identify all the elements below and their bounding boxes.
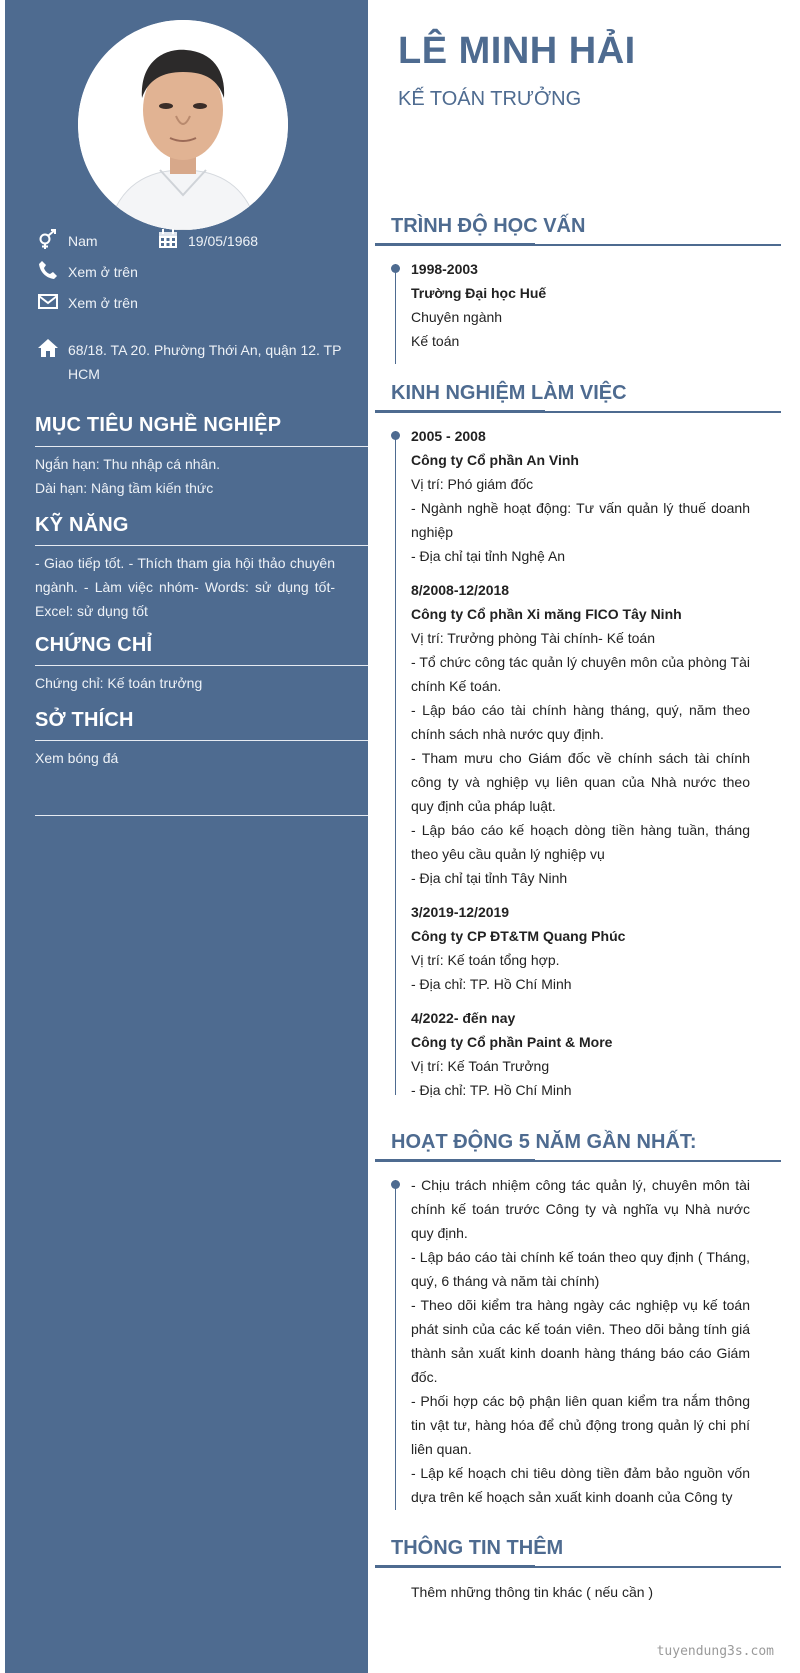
more-info-divider [375,1566,781,1568]
experience-heading: KINH NGHIỆM LÀM VIỆC [391,382,627,404]
candidate-title: KẾ TOÁN TRƯỞNG [398,88,582,110]
gender-icon [38,229,58,249]
job-company: Công ty Cổ phần Paint & More [411,1034,613,1050]
gender-text: Nam [68,233,98,249]
hobbies-divider [35,740,368,741]
candidate-name: LÊ MINH HẢI [398,30,636,72]
hobbies-heading: SỞ THÍCH [35,709,134,731]
job-company: Công ty CP ĐT&TM Quang Phúc [411,928,626,944]
timeline-dot [391,1180,400,1189]
activity-line: - Theo dõi kiểm tra hàng ngày các nghiệp vụ kế toán phát sinh của các kế toán viên. Theo dõi bảng tính giá thành sản xuất kinh doanh hàng tháng báo cáo Giám đốc. [411,1297,750,1385]
job-period: 3/2019-12/2019 [411,904,510,920]
objective-heading: MỤC TIÊU NGHỀ NGHIỆP [35,414,282,436]
job-line: - Tổ chức công tác quản lý chuyên môn của phòng Tài chính Kế toán. [411,654,750,694]
objective-body [35,452,335,500]
skills-text: - Giao tiếp tốt. - Thích tham gia hội thảo chuyên ngành. - Làm việc nhóm- Words: sử dụng tốt- Excel: sử dụng tốt [35,555,335,619]
job-line: - Lập báo cáo tài chính hàng tháng, quý, năm theo chính sách nhà nước quy định. [411,702,750,742]
job-line: - Địa chỉ: TP. Hồ Chí Minh [411,976,572,992]
activities-timeline [395,1180,396,1510]
more-info-text: Thêm những thông tin khác ( nếu cần ) [411,1584,654,1600]
objective-divider [35,446,368,447]
avatar [78,20,288,230]
certificates-heading: CHỨNG CHỈ [35,634,153,656]
education-major: Kế toán [411,333,460,349]
certificates-text: Chứng chỉ: Kế toán trưởng [35,675,203,691]
email-text: Xem ở trên [68,295,138,311]
phone-text: Xem ở trên [68,264,138,280]
sidebar-bottom-divider [35,815,368,816]
email-row [38,291,138,315]
timeline-dot [391,431,400,440]
calendar-icon [158,229,178,249]
job-period: 8/2008-12/2018 [411,582,510,598]
hobbies-text: Xem bóng đá [35,750,119,766]
home-icon [38,338,58,358]
more-info-heading: THÔNG TIN THÊM [391,1537,564,1559]
education-heading: TRÌNH ĐỘ HỌC VẤN [391,215,586,237]
education-timeline [395,264,396,364]
activity-line: - Chịu trách nhiệm công tác quản lý, chuyên môn tài chính kế toán trước Công ty và nghĩa vụ Nhà nước quy định. [411,1177,750,1241]
job-entry [411,578,750,890]
phone-icon [38,260,58,280]
objective-long-term: Dài hạn: Nâng tầm kiến thức [35,480,214,496]
activities-list [411,1173,750,1509]
address-row [38,338,348,386]
job-line: Vị trí: Kế toán tổng hợp. [411,952,560,968]
education-period: 1998-2003 [411,261,478,277]
experience-list [411,424,750,1102]
job-line: - Địa chỉ tại tỉnh Nghệ An [411,548,566,564]
dob-row [158,229,258,253]
phone-row [38,260,138,284]
timeline-dot [391,264,400,273]
address-text: 68/18. TA 20. Phường Thới An, quận 12. TP HCM [68,342,342,382]
experience-divider [375,411,781,413]
job-company: Công ty Cổ phần An Vinh [411,452,579,468]
job-company: Công ty Cổ phần Xi măng FICO Tây Ninh [411,606,682,622]
job-line: - Lập báo cáo kế hoạch dòng tiền hàng tuần, tháng theo yêu cầu quản lý nghiệp vụ [411,822,750,862]
education-divider [375,244,781,246]
watermark-text: tuyendung3s.com [656,1644,774,1659]
activity-line: - Phối hợp các bộ phận liên quan kiểm tra nắm thông tin vật tư, hàng hóa để chủ động trong quản lý chi phí liên quan. [411,1393,750,1457]
job-line: - Ngành nghề hoạt động: Tư vấn quản lý thuế doanh nghiệp [411,500,750,540]
job-line: - Địa chỉ tại tỉnh Tây Ninh [411,870,568,886]
education-major-label: Chuyên ngành [411,309,503,325]
job-line: - Địa chỉ: TP. Hồ Chí Minh [411,1082,572,1098]
job-line: Vị trí: Phó giám đốc [411,476,534,492]
education-entry [411,257,750,353]
skills-divider [35,545,368,546]
envelope-icon [38,291,58,311]
activity-line: - Lập kế hoạch chi tiêu dòng tiền đảm bảo nguồn vốn dựa trên kế hoạch sản xuất kinh doanh của Công ty [411,1465,750,1505]
job-entry [411,424,750,568]
activities-divider [375,1160,781,1162]
job-period: 4/2022- đến nay [411,1010,516,1026]
job-line: - Tham mưu cho Giám đốc về chính sách tài chính công ty và nghiệp vụ liên quan của Nhà nước theo quy định của pháp luật. [411,750,750,814]
job-period: 2005 - 2008 [411,428,486,444]
dob-text: 19/05/1968 [188,233,259,249]
profile-photo [78,20,288,230]
job-entry [411,1006,750,1102]
education-school: Trường Đại học Huế [411,285,547,301]
experience-timeline [395,431,396,1095]
certificates-divider [35,665,368,666]
gender-row [38,229,98,253]
job-line: Vị trí: Trưởng phòng Tài chính- Kế toán [411,630,655,646]
skills-heading: KỸ NĂNG [35,514,129,536]
objective-short-term: Ngắn hạn: Thu nhập cá nhân. [35,456,221,472]
job-entry [411,900,750,996]
job-line: Vị trí: Kế Toán Trưởng [411,1058,550,1074]
activity-line: - Lập báo cáo tài chính kế toán theo quy định ( Tháng, quý, 6 tháng và năm tài chính) [411,1249,750,1289]
activities-heading: HOẠT ĐỘNG 5 NĂM GẦN NHẤT: [391,1131,697,1153]
